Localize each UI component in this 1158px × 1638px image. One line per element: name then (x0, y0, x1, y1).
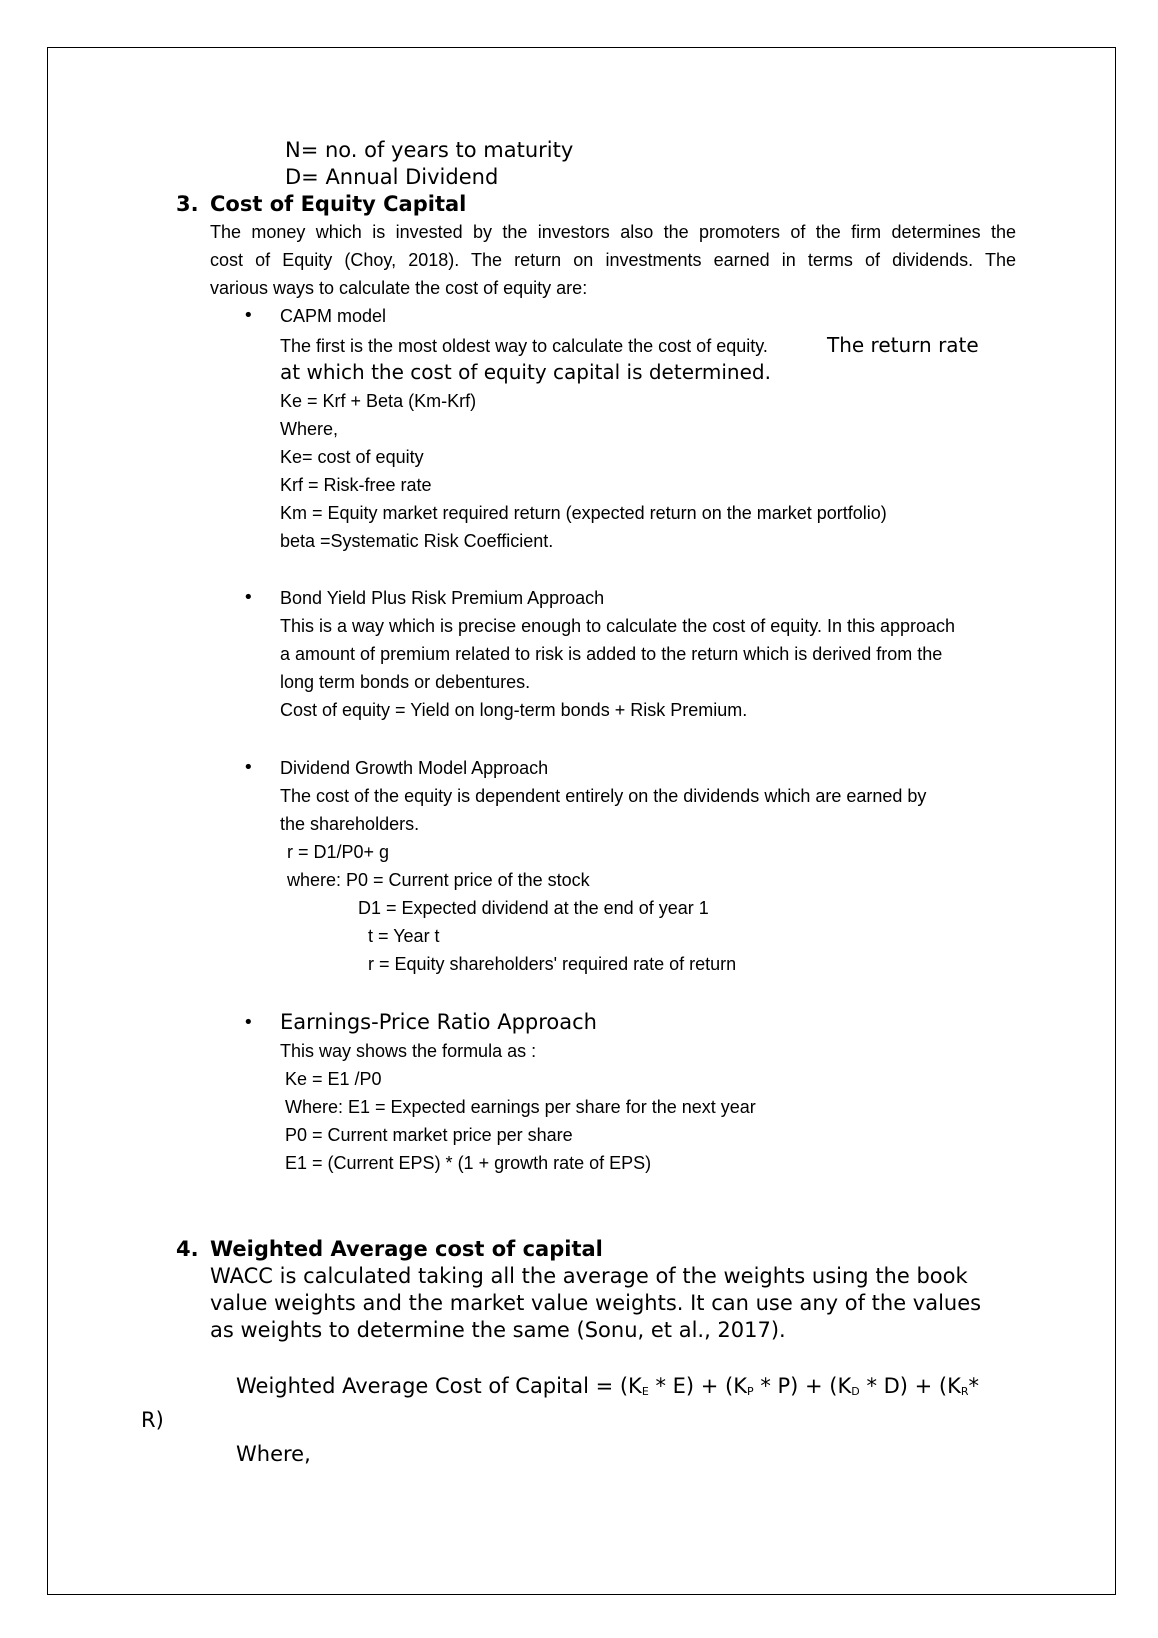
dividend-line-1: The cost of the equity is dependent entirely on the dividends which are earned by (280, 786, 927, 806)
dividend-t: t = Year t (368, 926, 440, 946)
earnings-formula: Ke = E1 /P0 (285, 1069, 382, 1089)
section3-heading: Cost of Equity Capital (210, 192, 467, 216)
dividend-line-2: the shareholders. (280, 814, 420, 834)
dividend-r: r = Equity shareholders' required rate of return (368, 954, 737, 974)
bullet-icon: • (243, 1012, 254, 1033)
intro-line-3: various ways to calculate the cost of equity are: (210, 278, 588, 298)
capm-desc-large-2: at which the cost of equity capital is determined. (280, 360, 771, 384)
bond-line-2: a amount of premium related to risk is added to the return which is derived from the (280, 644, 943, 664)
bond-formula: Cost of equity = Yield on long-term bonds + Risk Premium. (280, 700, 748, 720)
bullet-icon: • (243, 587, 254, 608)
capm-desc-small: The first is the most oldest way to calculate the cost of equity. (280, 336, 768, 356)
bullet-icon: • (243, 757, 254, 778)
d-definition: D= Annual Dividend (285, 165, 499, 189)
capm-beta: beta =Systematic Risk Coefficient. (280, 531, 554, 551)
capm-km: Km = Equity market required return (expected return on the market portfolio) (280, 503, 887, 523)
capm-ke: Ke= cost of equity (280, 447, 424, 467)
wacc-where: Where, (236, 1442, 311, 1466)
n-definition: N= no. of years to maturity (285, 138, 574, 162)
dividend-where-p0: where: P0 = Current price of the stock (287, 870, 590, 890)
earnings-where-e1: Where: E1 = Expected earnings per share for the next year (285, 1097, 756, 1117)
wacc-formula: Weighted Average Cost of Capital = $(K_E * E) + (K_P * P) + (K_D * D) + (K_R*$ (236, 1374, 980, 1398)
capm-desc-large-1: The return rate (827, 333, 979, 357)
capm-where: Where, (280, 419, 339, 439)
intro-line-2: cost of Equity (Choy, 2018). The return on investments earned in terms of dividends. The (210, 250, 1016, 270)
earnings-title: Earnings-Price Ratio Approach (280, 1010, 597, 1034)
earnings-e1: E1 = (Current EPS) * (1 + growth rate of EPS) (285, 1153, 652, 1173)
section4-number: 4. (176, 1237, 199, 1261)
wacc-line-2: value weights and the market value weights. It can use any of the values (210, 1291, 982, 1315)
earnings-line-1: This way shows the formula as : (280, 1041, 537, 1061)
bullet-icon: • (243, 305, 254, 326)
intro-line-1: The money which is invested by the investors also the promoters of the firm determines the (210, 222, 1016, 242)
wacc-line-3: as weights to determine the same (Sonu, et al., 2017). (210, 1318, 786, 1342)
bond-title: Bond Yield Plus Risk Premium Approach (280, 588, 605, 608)
wacc-formula-wrap: R) (141, 1408, 164, 1432)
section3-number: 3. (176, 192, 199, 216)
bond-line-3: long term bonds or debentures. (280, 672, 531, 692)
capm-formula: Ke = Krf + Beta (Km-Krf) (280, 391, 477, 411)
dividend-title: Dividend Growth Model Approach (280, 758, 549, 778)
capm-krf: Krf = Risk-free rate (280, 475, 432, 495)
capm-title: CAPM model (280, 306, 387, 326)
dividend-d1: D1 = Expected dividend at the end of year 1 (358, 898, 709, 918)
wacc-line-1: WACC is calculated taking all the average of the weights using the book (210, 1264, 968, 1288)
section4-heading: Weighted Average cost of capital (210, 1237, 603, 1261)
earnings-p0: P0 = Current market price per share (285, 1125, 573, 1145)
dividend-formula: r = D1/P0+ g (287, 842, 390, 862)
bond-line-1: This is a way which is precise enough to calculate the cost of equity. In this approach (280, 616, 956, 636)
